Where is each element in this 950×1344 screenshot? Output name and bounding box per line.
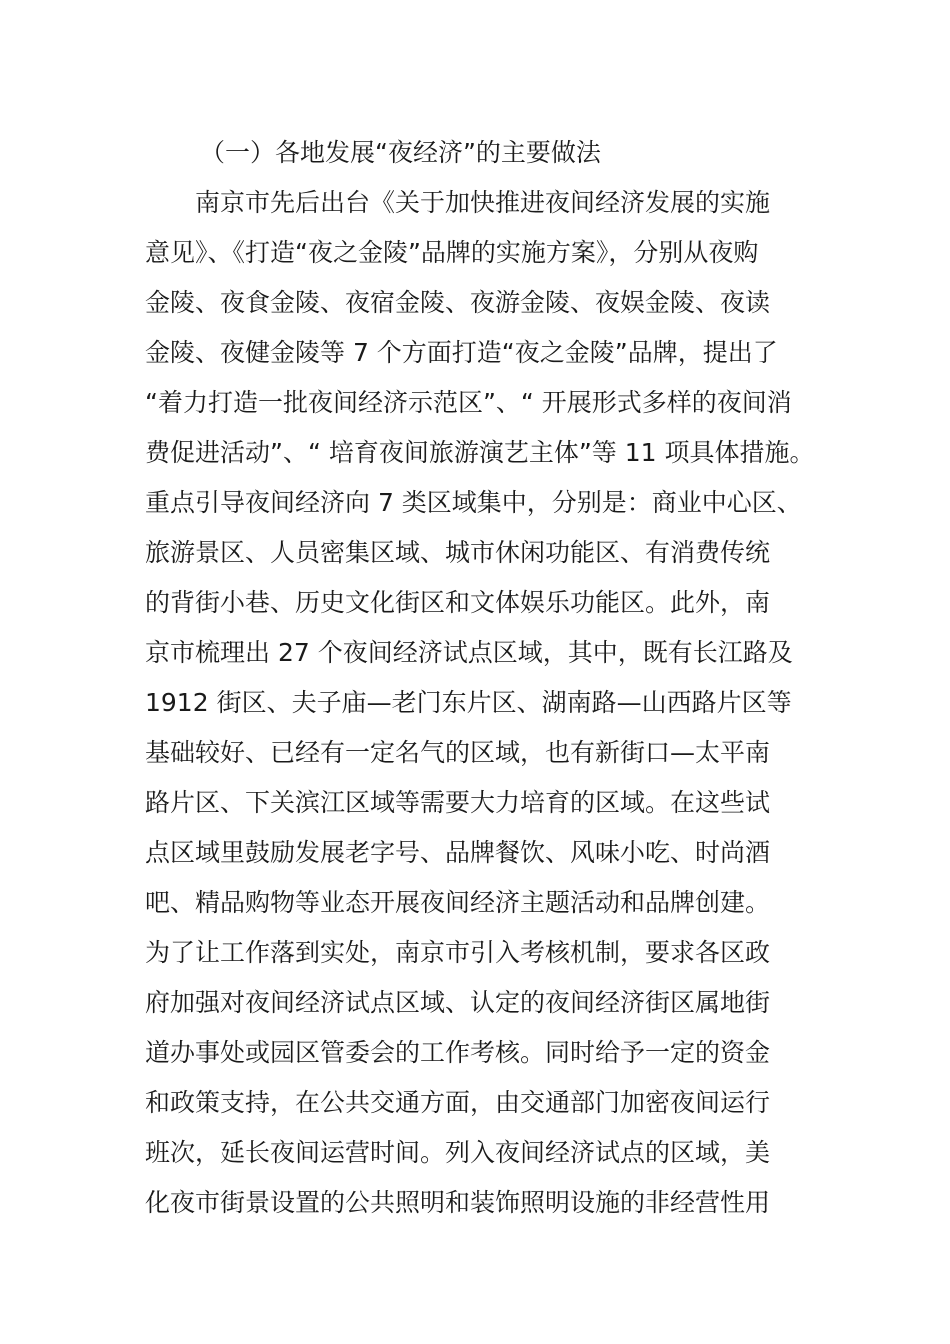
paragraph-line: 重点引导夜间经济向 7 类区域集中，分别是：商业中心区、 bbox=[145, 488, 802, 517]
paragraph-line: 基础较好、已经有一定名气的区域，也有新街口—太平南 bbox=[145, 738, 771, 767]
paragraph-line: 费促进活动”、“ 培育夜间旅游演艺主体”等 11 项具体措施。 bbox=[145, 438, 815, 467]
paragraph-line: 路片区、下关滨江区域等需要大力培育的区域。在这些试 bbox=[145, 788, 771, 817]
paragraph-line: 道办事处或园区管委会的工作考核。同时给予一定的资金 bbox=[145, 1038, 771, 1067]
paragraph-line: 金陵、夜食金陵、夜宿金陵、夜游金陵、夜娱金陵、夜读 bbox=[145, 288, 771, 317]
paragraph-line: 化夜市街景设置的公共照明和装饰照明设施的非经营性用 bbox=[145, 1188, 771, 1217]
paragraph-line: 和政策支持，在公共交通方面，由交通部门加密夜间运行 bbox=[145, 1088, 771, 1117]
section-heading: （一）各地发展“夜经济”的主要做法 bbox=[200, 138, 601, 167]
paragraph-line: 为了让工作落到实处，南京市引入考核机制，要求各区政 bbox=[145, 938, 771, 967]
paragraph-line: 旅游景区、人员密集区域、城市休闲功能区、有消费传统 bbox=[145, 538, 771, 567]
paragraph-line: 南京市先后出台《关于加快推进夜间经济发展的实施 bbox=[195, 188, 771, 217]
paragraph-line: “着力打造一批夜间经济示范区”、“ 开展形式多样的夜间消 bbox=[145, 388, 792, 417]
paragraph-line: 金陵、夜健金陵等 7 个方面打造“夜之金陵”品牌，提出了 bbox=[145, 338, 778, 367]
paragraph-line: 点区域里鼓励发展老字号、品牌餐饮、风味小吃、时尚酒 bbox=[145, 838, 771, 867]
paragraph-line: 京市梳理出 27 个夜间经济试点区域，其中，既有长江路及 bbox=[145, 638, 793, 667]
paragraph-line: 吧、精品购物等业态开展夜间经济主题活动和品牌创建。 bbox=[145, 888, 771, 917]
paragraph-line: 的背街小巷、历史文化街区和文体娱乐功能区。此外，南 bbox=[145, 588, 771, 617]
paragraph-line: 1912 街区、夫子庙—老门东片区、湖南路—山西路片区等 bbox=[145, 688, 792, 717]
paragraph-line: 府加强对夜间经济试点区域、认定的夜间经济街区属地街 bbox=[145, 988, 771, 1017]
paragraph-line: 意见》、《打造“夜之金陵”品牌的实施方案》，分别从夜购 bbox=[145, 238, 759, 267]
paragraph-line: 班次，延长夜间运营时间。列入夜间经济试点的区域，美 bbox=[145, 1138, 771, 1167]
